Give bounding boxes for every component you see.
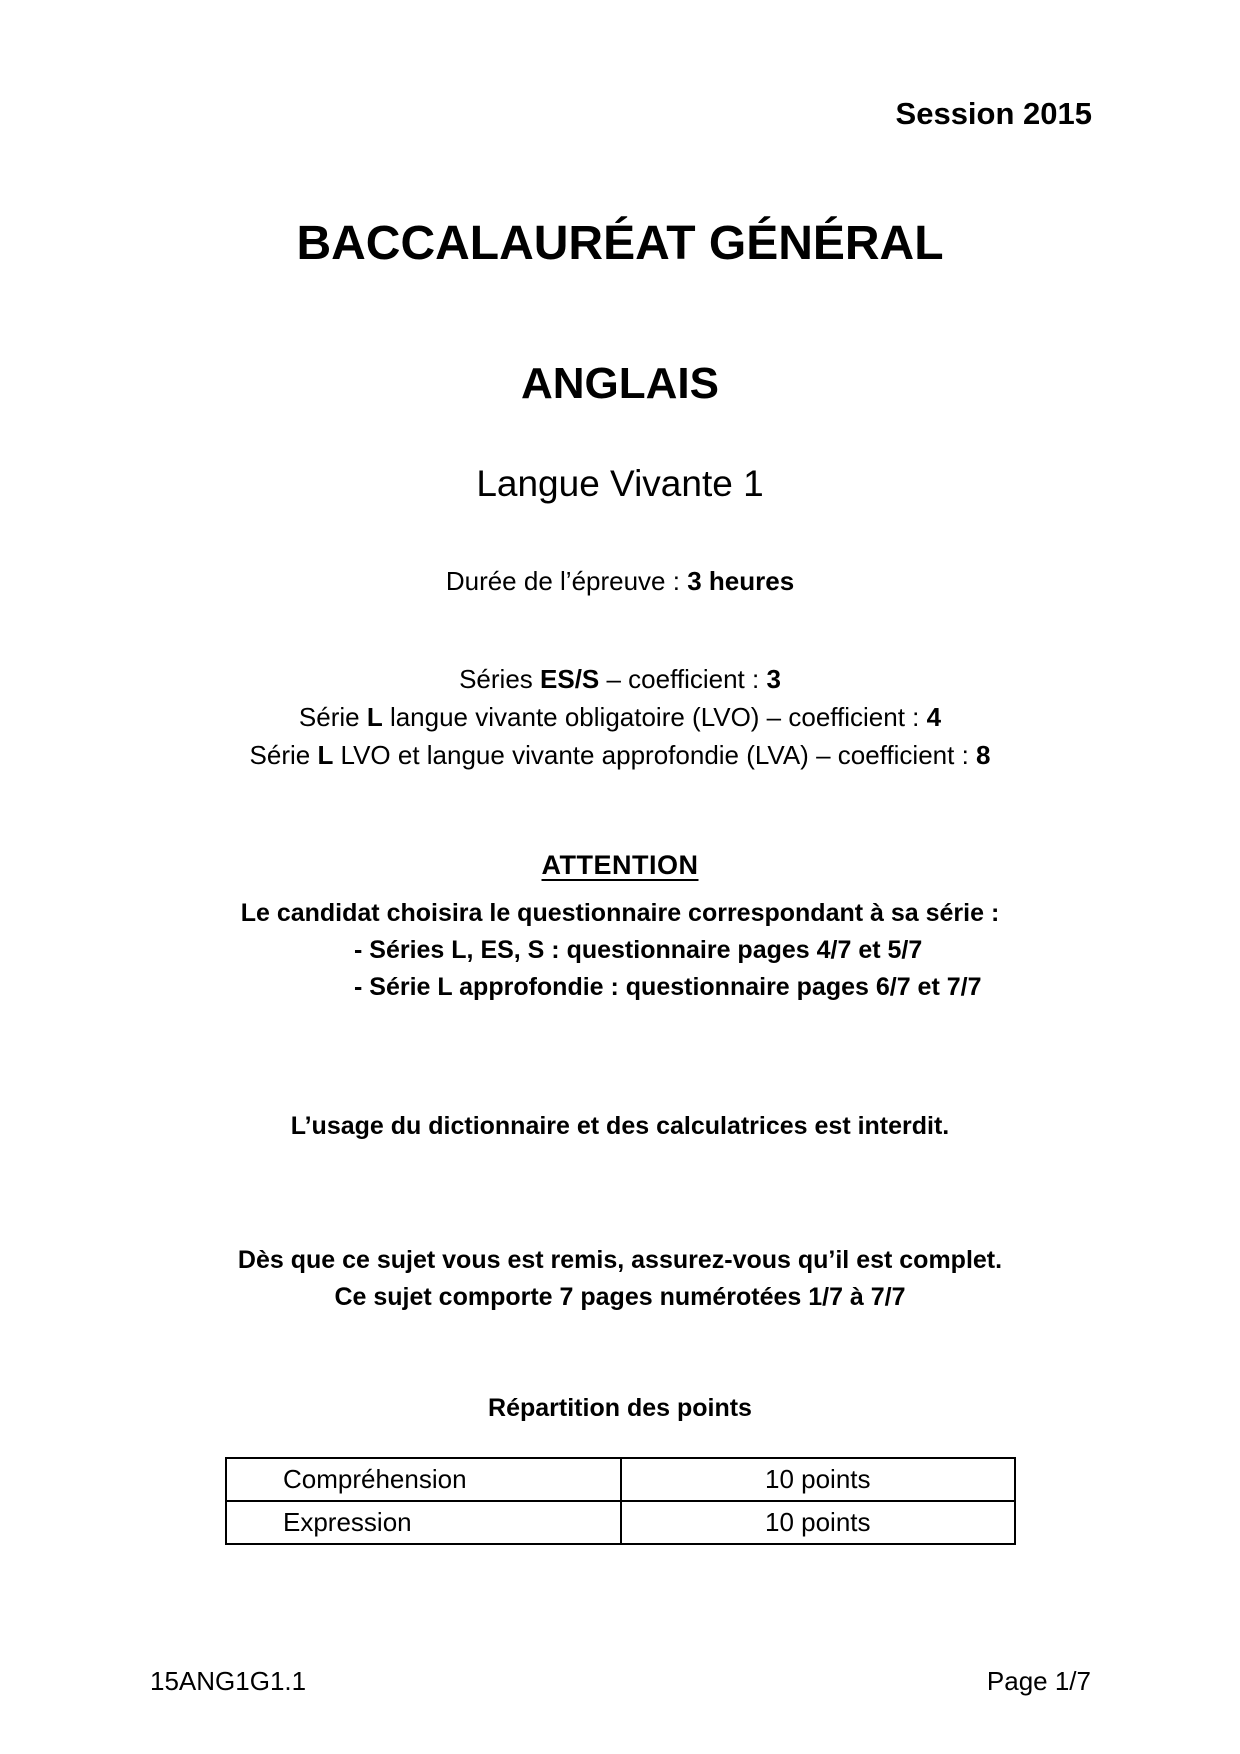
table-cell-points: 10 points bbox=[621, 1501, 1016, 1544]
series1-coefficient: 3 bbox=[766, 664, 781, 694]
duration-prefix: Durée de l’épreuve : bbox=[445, 566, 688, 596]
series3-pre: Série bbox=[249, 740, 318, 770]
table-cell-category: Compréhension bbox=[226, 1458, 621, 1501]
series2-mid: langue vivante obligatoire (LVO) – coefficient : bbox=[382, 702, 927, 732]
series2-pre: Série bbox=[298, 702, 367, 732]
duration-value: 3 heures bbox=[687, 566, 795, 596]
series-line-l-lvo bbox=[0, 702, 1240, 733]
series-line-l-lva bbox=[0, 740, 1240, 771]
dictionary-notice: L’usage du dictionnaire et des calculatrices est interdit. bbox=[290, 1112, 950, 1140]
footer-page-number: Page 1/7 bbox=[986, 1666, 1091, 1696]
attention-heading bbox=[0, 850, 1240, 881]
points-table bbox=[225, 1457, 1016, 1545]
series3-coefficient: 8 bbox=[976, 740, 991, 770]
series-line-es-s bbox=[0, 664, 1240, 695]
table-cell-category: Expression bbox=[226, 1501, 621, 1544]
completeness-notice-line-1: Dès que ce sujet vous est remis, assurez-vous qu’il est complet. bbox=[237, 1246, 1003, 1274]
instruction-line-1: Le candidat choisira le questionnaire correspondant à sa série : bbox=[240, 899, 1000, 927]
table-row bbox=[226, 1458, 1015, 1501]
table-cell-points: 10 points bbox=[621, 1458, 1016, 1501]
series1-mid: – coefficient : bbox=[599, 664, 767, 694]
instruction-line-3: - Série L approfondie : questionnaire pages 6/7 et 7/7 bbox=[354, 973, 982, 1001]
subject-title: ANGLAIS bbox=[521, 359, 719, 408]
series1-name: ES/S bbox=[540, 664, 600, 694]
series3-mid: LVO et langue vivante approfondie (LVA) – coefficient : bbox=[333, 740, 977, 770]
points-heading: Répartition des points bbox=[488, 1394, 752, 1422]
table-row bbox=[226, 1501, 1015, 1544]
instruction-line-2: - Séries L, ES, S : questionnaire pages 4/7 et 5/7 bbox=[354, 936, 923, 964]
completeness-notice-line-2: Ce sujet comporte 7 pages numérotées 1/7 à 7/7 bbox=[334, 1283, 906, 1311]
duration-line bbox=[0, 566, 1240, 597]
series1-pre: Séries bbox=[459, 664, 541, 694]
main-title: BACCALAURÉAT GÉNÉRAL bbox=[296, 217, 944, 270]
language-subtitle: Langue Vivante 1 bbox=[476, 463, 764, 504]
attention-heading-text: ATTENTION bbox=[541, 850, 699, 880]
series3-name: L bbox=[317, 740, 334, 770]
series2-coefficient: 4 bbox=[926, 702, 942, 732]
series2-name: L bbox=[366, 702, 383, 732]
session-label: Session 2015 bbox=[895, 96, 1092, 131]
footer-reference: 15ANG1G1.1 bbox=[150, 1666, 307, 1696]
